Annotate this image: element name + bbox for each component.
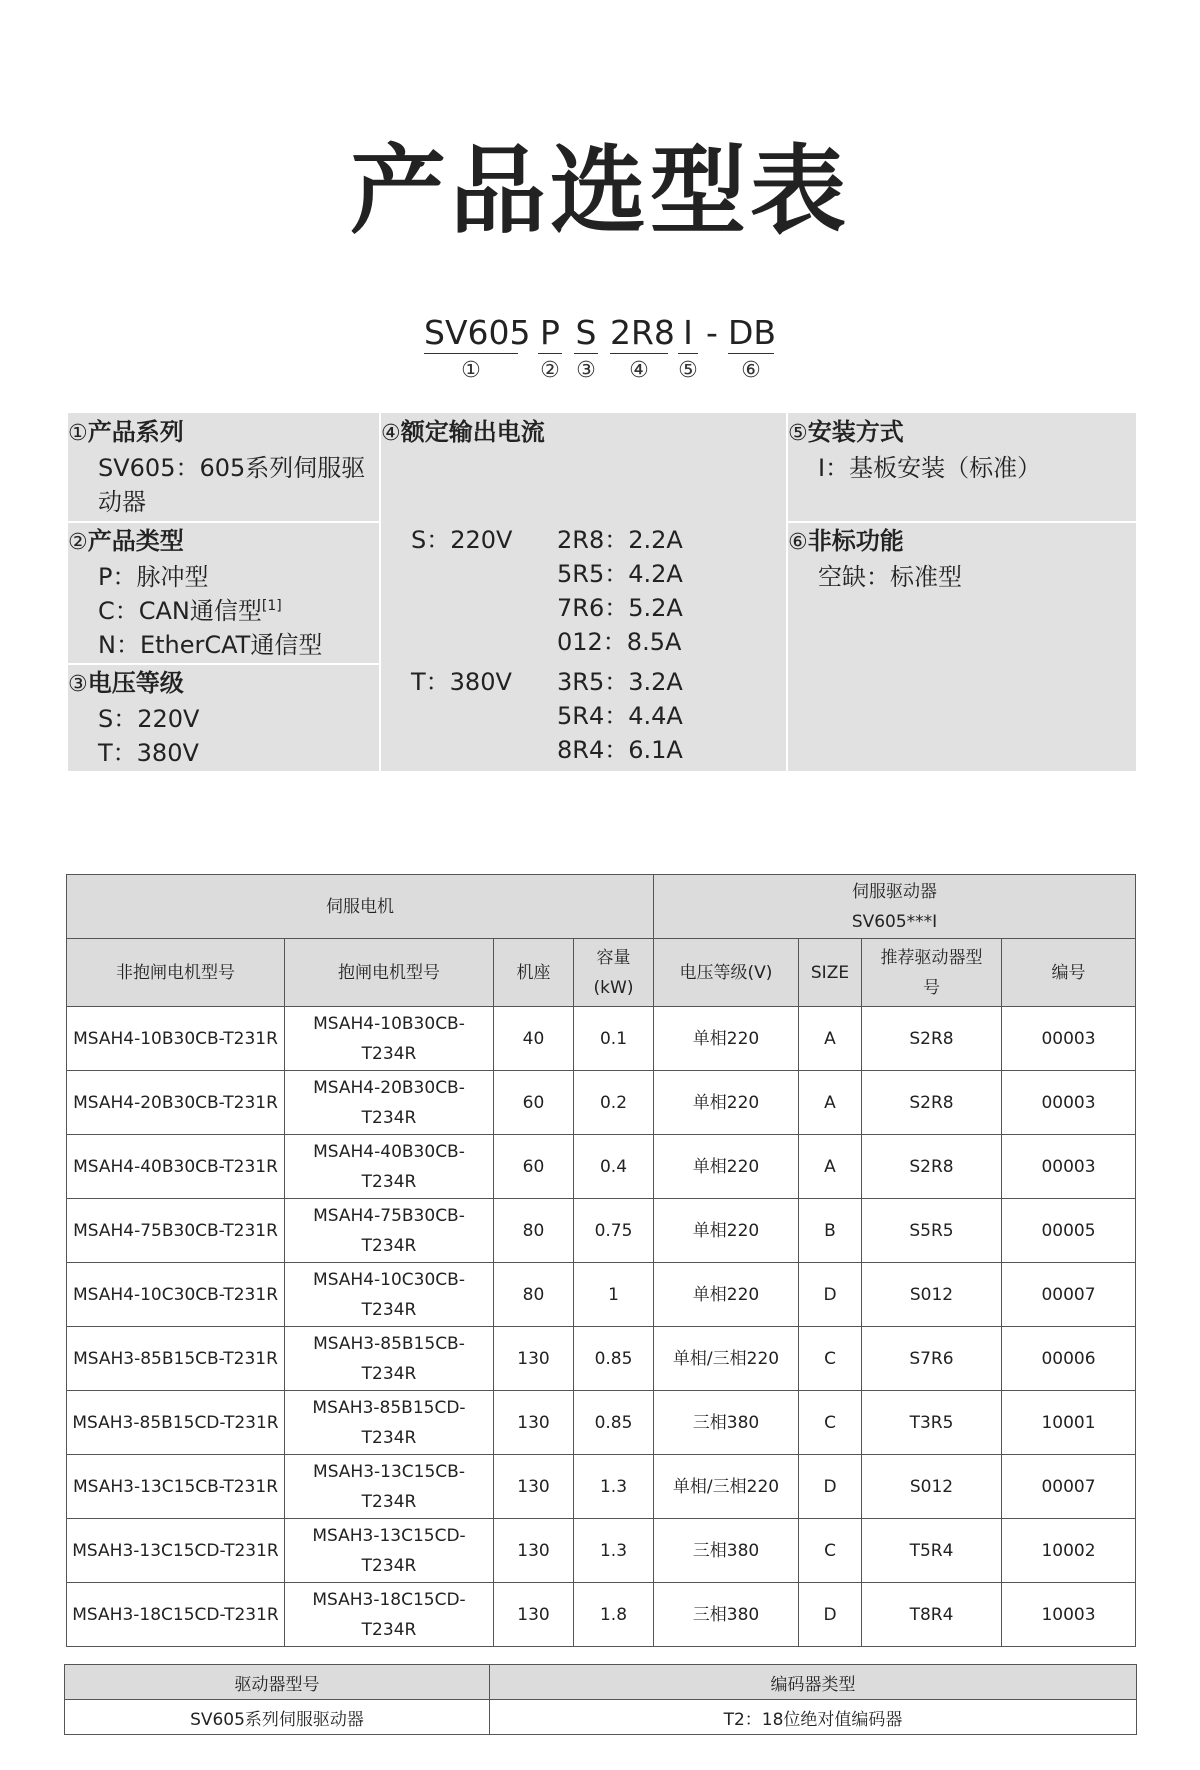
legend-current-title: 额定输出电流 (400, 418, 545, 446)
legend-series-line: 动器 (98, 488, 146, 516)
table-cell: 单相/三相220 (654, 1327, 799, 1391)
legend-current: ④额定输出电流 S：220V 2R8：2.2A 5R5：4.2A 7R6：5.2A 012：8.5A T：380V 3R5：3.2A 5R4：4.4A 8R4：6.1A (381, 415, 786, 769)
legend-type-line: N：EtherCAT通信型 (98, 631, 323, 659)
code-dash: - (706, 313, 718, 352)
table-cell: 130 (494, 1583, 574, 1647)
legend-voltage: ③电压等级 S：220V T：380V (68, 666, 379, 770)
code-seg-num: ③ (576, 358, 596, 383)
legend-nonstd-line: 空缺：标准型 (818, 563, 962, 591)
col-header: 推荐驱动器型 号 (862, 939, 1002, 1007)
table-cell: 单相220 (654, 1071, 799, 1135)
table-cell: S2R8 (862, 1007, 1002, 1071)
table-row (67, 1263, 1136, 1327)
col-header: 容量 (kW) (574, 939, 654, 1007)
table-cell: D (799, 1455, 862, 1519)
table-cell: 单相220 (654, 1135, 799, 1199)
table-cell: T8R4 (862, 1583, 1002, 1647)
table-cell: MSAH4-10B30CB-T231R (67, 1007, 285, 1071)
table-cell: 10003 (1002, 1583, 1136, 1647)
table-cell: T2：18位绝对值编码器 (490, 1700, 1137, 1735)
legend-nonstd-title: 非标功能 (807, 527, 904, 555)
table-cell: 00006 (1002, 1327, 1136, 1391)
table-cell: 单相/三相220 (654, 1455, 799, 1519)
code-seg-num: ④ (629, 358, 649, 383)
legend-series: ①产品系列 SV605：605系列伺服驱 动器 (68, 415, 379, 519)
table-cell: T5R4 (862, 1519, 1002, 1583)
table-cell: MSAH4-10B30CB- T234R (285, 1007, 494, 1071)
legend-install-title: 安装方式 (807, 418, 904, 446)
table-cell: T3R5 (862, 1391, 1002, 1455)
col-header: 驱动器型号 (65, 1665, 490, 1700)
table-row (67, 1583, 1136, 1647)
table-cell: MSAH4-20B30CB-T231R (67, 1071, 285, 1135)
table-cell: 1.8 (574, 1583, 654, 1647)
code-seg-install (678, 312, 698, 386)
table-cell: MSAH4-10C30CB-T231R (67, 1263, 285, 1327)
table-cell: S2R8 (862, 1071, 1002, 1135)
table-cell: D (799, 1263, 862, 1327)
table-cell: C (799, 1327, 862, 1391)
legend-type-line: C：CAN通信型[1] (98, 597, 282, 625)
table-row (67, 1391, 1136, 1455)
col-header: 非抱闸电机型号 (67, 939, 285, 1007)
table-row (67, 1135, 1136, 1199)
table-cell: C (799, 1519, 862, 1583)
col-header: SIZE (799, 939, 862, 1007)
table-cell: MSAH4-20B30CB- T234R (285, 1071, 494, 1135)
encoder-table (64, 1664, 1137, 1735)
table-row (67, 1327, 1136, 1391)
table-cell: S2R8 (862, 1135, 1002, 1199)
table-cell: 三相380 (654, 1583, 799, 1647)
table-cell: 三相380 (654, 1391, 799, 1455)
table-cell: C (799, 1391, 862, 1455)
code-seg-voltage (574, 312, 598, 386)
legend-series-title: 产品系列 (87, 418, 184, 446)
table-cell: 00003 (1002, 1071, 1136, 1135)
table-cell: 10002 (1002, 1519, 1136, 1583)
legend-install: ⑤安装方式 I：基板安装（标准） (788, 415, 1136, 485)
legend-type: ②产品类型 P：脉冲型 C：CAN通信型[1] N：EtherCAT通信型 (68, 524, 379, 662)
table-cell: MSAH3-85B15CB- T234R (285, 1327, 494, 1391)
code-seg-num: ⑥ (741, 358, 761, 383)
code-seg-type (538, 312, 562, 386)
selection-table (66, 874, 1136, 1647)
col-header: 抱闸电机型号 (285, 939, 494, 1007)
current-s-values: 2R8：2.2A 5R5：4.2A 7R6：5.2A 012：8.5A (557, 526, 683, 656)
table-cell: 0.85 (574, 1327, 654, 1391)
legend-series-line: SV605：605系列伺服驱 (98, 454, 366, 482)
code-seg-text: S (575, 313, 597, 352)
code-seg-num: ② (540, 358, 560, 383)
legend-voltage-line: S：220V (98, 705, 200, 733)
table-cell: MSAH4-75B30CB-T231R (67, 1199, 285, 1263)
table-cell: 130 (494, 1519, 574, 1583)
table-cell: MSAH3-85B15CD- T234R (285, 1391, 494, 1455)
table-cell: 单相220 (654, 1199, 799, 1263)
table-cell: MSAH4-40B30CB-T231R (67, 1135, 285, 1199)
code-legend (68, 413, 1136, 771)
table-cell: 00003 (1002, 1135, 1136, 1199)
table-cell: 40 (494, 1007, 574, 1071)
table-cell: 单相220 (654, 1007, 799, 1071)
legend-install-line: I：基板安装（标准） (818, 454, 1042, 482)
table-cell: 0.85 (574, 1391, 654, 1455)
table-cell: MSAH4-40B30CB- T234R (285, 1135, 494, 1199)
table-cell: 0.4 (574, 1135, 654, 1199)
code-seg-text: DB (728, 313, 777, 352)
col-header: 编码器类型 (490, 1665, 1137, 1700)
col-header: 编号 (1002, 939, 1136, 1007)
table-cell: A (799, 1007, 862, 1071)
code-seg-num: ⑤ (678, 358, 698, 383)
table-cell: A (799, 1071, 862, 1135)
table-cell: SV605系列伺服驱动器 (65, 1700, 490, 1735)
table-cell: MSAH3-13C15CB- T234R (285, 1455, 494, 1519)
table-cell: 0.2 (574, 1071, 654, 1135)
table-cell: 00007 (1002, 1455, 1136, 1519)
table-cell: 00007 (1002, 1263, 1136, 1327)
table-row (67, 1455, 1136, 1519)
page-title: 产品选型表 (350, 135, 850, 247)
table-cell: 60 (494, 1071, 574, 1135)
table-row (67, 1519, 1136, 1583)
table-cell: 60 (494, 1135, 574, 1199)
code-seg-text: P (540, 313, 560, 352)
table-cell: 10001 (1002, 1391, 1136, 1455)
table-cell: 00003 (1002, 1007, 1136, 1071)
current-t-values: 3R5：3.2A 5R4：4.4A 8R4：6.1A (557, 668, 683, 764)
table-cell: 00005 (1002, 1199, 1136, 1263)
model-code (0, 312, 1200, 392)
table-cell: MSAH3-13C15CD-T231R (67, 1519, 285, 1583)
table-row (67, 1007, 1136, 1071)
table-cell: 1 (574, 1263, 654, 1327)
group-driver-header: 伺服驱动器 SV605***I (654, 875, 1136, 939)
current-s-label: S：220V (411, 526, 513, 554)
table-cell: 130 (494, 1327, 574, 1391)
legend-type-title: 产品类型 (87, 527, 184, 555)
table-cell: 0.75 (574, 1199, 654, 1263)
code-seg-current (610, 312, 675, 386)
table-cell: MSAH3-85B15CD-T231R (67, 1391, 285, 1455)
table-row (67, 1199, 1136, 1263)
table-cell: 130 (494, 1391, 574, 1455)
code-seg-series (424, 312, 531, 386)
table-cell: 单相220 (654, 1263, 799, 1327)
table-cell: A (799, 1135, 862, 1199)
code-seg-nonstd (728, 312, 777, 386)
table-cell: MSAH3-13C15CD- T234R (285, 1519, 494, 1583)
group-motor-header: 伺服电机 (67, 875, 654, 939)
table-cell: S012 (862, 1455, 1002, 1519)
table-cell: MSAH4-10C30CB- T234R (285, 1263, 494, 1327)
legend-voltage-title: 电压等级 (87, 669, 184, 697)
table-cell: S5R5 (862, 1199, 1002, 1263)
table-cell: 1.3 (574, 1519, 654, 1583)
current-t-label: T：380V (411, 668, 512, 696)
table-cell: S7R6 (862, 1327, 1002, 1391)
table-cell: MSAH3-13C15CB-T231R (67, 1455, 285, 1519)
legend-voltage-line: T：380V (98, 739, 199, 767)
code-seg-text: I (683, 313, 693, 352)
table-cell: B (799, 1199, 862, 1263)
table-cell: 130 (494, 1455, 574, 1519)
code-seg-num: ① (461, 358, 481, 383)
table-cell: MSAH3-18C15CD- T234R (285, 1583, 494, 1647)
table-cell: S012 (862, 1263, 1002, 1327)
table-cell: 80 (494, 1263, 574, 1327)
table-cell: MSAH4-75B30CB- T234R (285, 1199, 494, 1263)
code-seg-text: 2R8 (610, 313, 675, 352)
code-seg-text: SV605 (424, 313, 531, 352)
table-cell: MSAH3-18C15CD-T231R (67, 1583, 285, 1647)
legend-nonstd: ⑥非标功能 空缺：标准型 (788, 524, 1136, 594)
col-header: 电压等级(V) (654, 939, 799, 1007)
table-cell: D (799, 1583, 862, 1647)
table-cell: 0.1 (574, 1007, 654, 1071)
table-cell: 1.3 (574, 1455, 654, 1519)
table-cell: 80 (494, 1199, 574, 1263)
col-header: 机座 (494, 939, 574, 1007)
table-cell: 三相380 (654, 1519, 799, 1583)
table-cell: MSAH3-85B15CB-T231R (67, 1327, 285, 1391)
legend-type-line: P：脉冲型 (98, 563, 209, 591)
table-row (67, 1071, 1136, 1135)
